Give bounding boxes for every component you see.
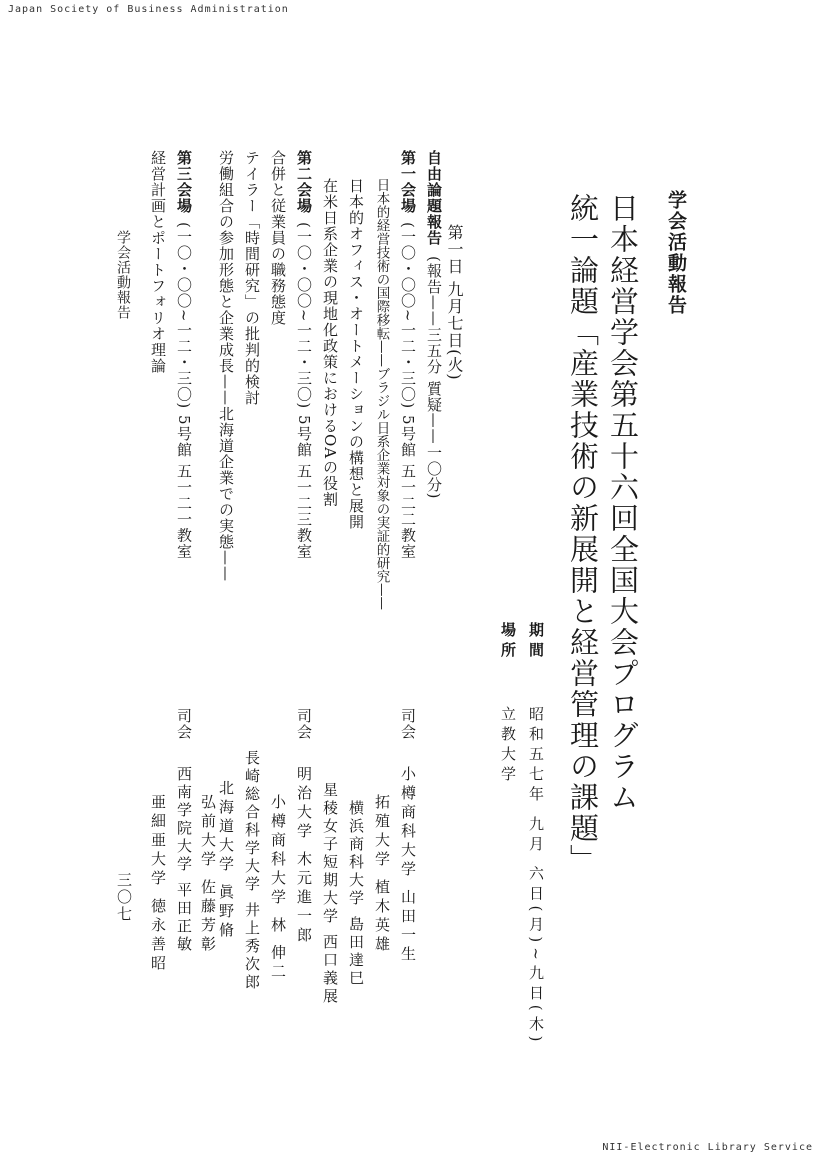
session3-chair: 西南学院大学 平田正敏 bbox=[175, 766, 193, 954]
paper-presenter: 小樽商科大学 林 伸二 bbox=[269, 794, 287, 983]
session2-chair-label: 司会 bbox=[295, 708, 313, 740]
paper-presenter: 長崎総合科学大学 井上秀次郎 bbox=[243, 750, 261, 992]
session3-chair-label: 司会 bbox=[175, 708, 193, 740]
running-footer: 学会活動報告 bbox=[115, 230, 131, 320]
paper-title: テイラー「時間研究」の批判的検討 bbox=[243, 150, 261, 406]
page-number: 三〇七 bbox=[115, 872, 133, 923]
footer-source-label: NII-Electronic Library Service bbox=[602, 1142, 813, 1153]
session1-time-place: (一〇・〇〇~一二・三〇) 5号館 五一二二教室 bbox=[399, 222, 417, 560]
session1-chair: 小樽商科大学 山田一生 bbox=[399, 766, 417, 965]
section-heading: 学会活動報告 bbox=[665, 190, 687, 316]
session3-time-place: (一〇・〇〇~一二・三〇) 5号館 五一二一教室 bbox=[175, 222, 193, 560]
period-label: 期間 bbox=[527, 622, 545, 662]
paper-title: 合併と従業員の職務態度 bbox=[269, 150, 287, 326]
paper-presenter: 弘前大学 佐藤芳彰 bbox=[199, 794, 217, 955]
paper-title: 在米日系企業の現地化政策におけるOAの役割 bbox=[321, 178, 339, 508]
session2-time-place: (一〇・〇〇~一二・三〇) 5号館 五一二三教室 bbox=[295, 222, 313, 560]
paper-title: 日本的オフィス・オートメーションの構想と展開 bbox=[347, 178, 365, 530]
session3-room: 第三会場 bbox=[175, 150, 193, 214]
program-title: 日本経営学会第五十六回全国大会プログラム bbox=[606, 193, 640, 813]
venue-value: 立教大学 bbox=[499, 706, 517, 786]
header-source-label: Japan Society of Business Administration bbox=[8, 4, 289, 15]
paper-title: 日本的経営技術の国際移転——ブラジル日系企業対象の実証的研究—— bbox=[373, 178, 390, 610]
paper-presenter: 星稜女子短期大学 西口義展 bbox=[321, 782, 339, 1006]
paper-presenter: 北海道大学 眞野脩 bbox=[217, 780, 235, 941]
session1-chair-label: 司会 bbox=[399, 708, 417, 740]
paper-presenter: 横浜商科大学 島田達巳 bbox=[347, 800, 365, 988]
period-value: 昭和五七年 九月 六日(月)~九日(木) bbox=[527, 706, 545, 1047]
session2-room: 第二会場 bbox=[295, 150, 313, 214]
session2-chair: 明治大学 木元進一郎 bbox=[295, 766, 313, 946]
paper-title: 経営計画とポートフォリオ理論 bbox=[149, 150, 167, 374]
free-papers-note: (報告——三五分 質疑——一〇分) bbox=[425, 256, 443, 500]
session1-room: 第一会場 bbox=[399, 150, 417, 214]
free-papers-label: 自由論題報告 bbox=[425, 150, 443, 246]
paper-presenter: 亜細亜大学 徳永善昭 bbox=[149, 794, 167, 974]
paper-presenter: 拓殖大学 植木英雄 bbox=[373, 794, 391, 955]
day1-heading: 第一日 九月七日(火) bbox=[445, 224, 464, 381]
unified-theme: 統一論題「産業技術の新展開と経営管理の課題」 bbox=[566, 193, 600, 875]
venue-label: 場所 bbox=[499, 622, 517, 662]
paper-title: 労働組合の参加形態と企業成長——北海道企業での実態—— bbox=[217, 150, 235, 582]
